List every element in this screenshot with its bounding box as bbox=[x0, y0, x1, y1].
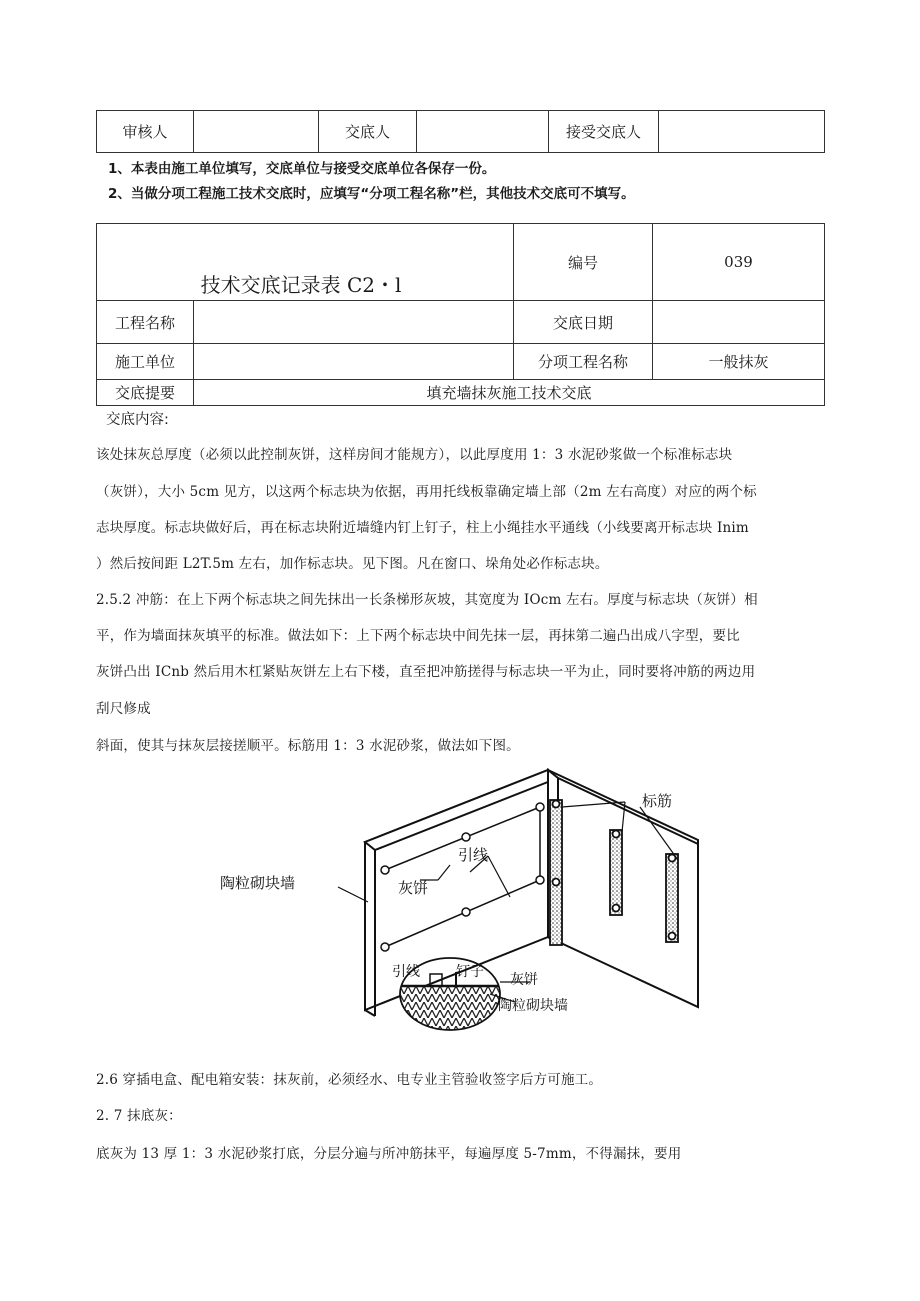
subitem-value: 一般抹灰 bbox=[653, 344, 825, 380]
record-table bbox=[96, 223, 825, 406]
content-line: 志块厚度。标志块做好后，再在标志块附近墙缝内钉上钉子，柱上小绳挂水平通线（小线要离开标志块 Inim bbox=[96, 520, 749, 536]
record-title: 技术交底记录表 C2・l bbox=[200, 273, 402, 297]
content-line: 2.5.2 冲筋：在上下两个标志块之间先抹出一长条梯形灰坡，其宽度为 IOcm 左右。厚度与标志块（灰饼）相 bbox=[96, 592, 758, 608]
content-line: （灰饼），大小 5cm 见方，以这两个标志块为依据，再用托线板靠确定墙上部（2m 左右高度）对应的两个标 bbox=[96, 484, 757, 500]
reviewer-field[interactable] bbox=[194, 111, 319, 153]
content-line: 刮尺修成 bbox=[96, 701, 151, 717]
wall-label: 陶粒砌块墙 bbox=[220, 876, 296, 892]
handover-label: 交底人 bbox=[319, 111, 417, 153]
content-line: 2.6 穿插电盒、配电箱安装：抹灰前，必须经水、电专业主管验收签字后方可施工。 bbox=[96, 1072, 603, 1088]
detail-nail-label: 钉子 bbox=[456, 965, 484, 980]
number-label: 编号 bbox=[514, 224, 653, 301]
detail-wall-label: 陶粒砌块墙 bbox=[498, 999, 568, 1014]
summary-label: 交底提要 bbox=[97, 380, 194, 406]
sign-table bbox=[96, 110, 825, 153]
summary-value: 填充墙抹灰施工技术交底 bbox=[194, 380, 825, 406]
content-heading: 交底内容: bbox=[106, 412, 169, 428]
detail-line-label: 引线 bbox=[392, 965, 420, 980]
subitem-label: 分项工程名称 bbox=[514, 344, 653, 380]
receiver-field[interactable] bbox=[659, 111, 825, 153]
plastering-diagram bbox=[220, 762, 720, 1032]
content-line: ）然后按间距 L2T.5m 左右，加作标志块。见下图。凡在窗口、垛角处必作标志块。 bbox=[96, 556, 609, 572]
number-value: 039 bbox=[653, 224, 825, 301]
handover-field[interactable] bbox=[417, 111, 549, 153]
content-line: 2. 7 抹底灰： bbox=[96, 1108, 182, 1124]
note-1: 1、本表由施工单位填写，交底单位与接受交底单位各保存一份。 bbox=[108, 161, 496, 177]
content-line: 斜面，使其与抹灰层接搓顺平。标筋用 1：3 水泥砂浆，做法如下图。 bbox=[96, 738, 520, 754]
detail-cake-label: 灰饼 bbox=[510, 973, 538, 988]
rib-label: 标筋 bbox=[642, 794, 673, 810]
receiver-label: 接受交底人 bbox=[549, 111, 659, 153]
cake-label: 灰饼 bbox=[398, 881, 429, 897]
note-2: 2、当做分项工程施工技术交底时，应填写“分项工程名称”栏，其他技术交底可不填写。 bbox=[108, 186, 635, 202]
date-label: 交底日期 bbox=[514, 301, 653, 344]
date-field[interactable] bbox=[653, 301, 825, 344]
project-label: 工程名称 bbox=[97, 301, 194, 344]
guide-line-label: 引线 bbox=[458, 848, 489, 864]
content-line: 灰饼凸出 ICnb 然后用木杠紧贴灰饼左上右下楼，直至把冲筋搓得与标志块一平为止，同时要将冲筋的两边用 bbox=[96, 664, 756, 680]
content-line: 底灰为 13 厚 1：3 水泥砂浆打底，分层分遍与所冲筋抹平，每遍厚度 5-7mm，不得漏抹，要用 bbox=[96, 1146, 682, 1162]
contractor-field[interactable] bbox=[194, 344, 514, 380]
contractor-label: 施工单位 bbox=[97, 344, 194, 380]
record-title-cell bbox=[97, 224, 514, 301]
reviewer-label: 审核人 bbox=[97, 111, 194, 153]
content-line: 该处抹灰总厚度（必须以此控制灰饼，这样房间才能规方），以此厚度用 1：3 水泥砂浆做一个标准标志块 bbox=[96, 447, 733, 463]
content-line: 平，作为墙面抹灰填平的标准。做法如下：上下两个标志块中间先抹一层，再抹第二遍凸出成八字型，要比 bbox=[96, 628, 740, 644]
project-field[interactable] bbox=[194, 301, 514, 344]
